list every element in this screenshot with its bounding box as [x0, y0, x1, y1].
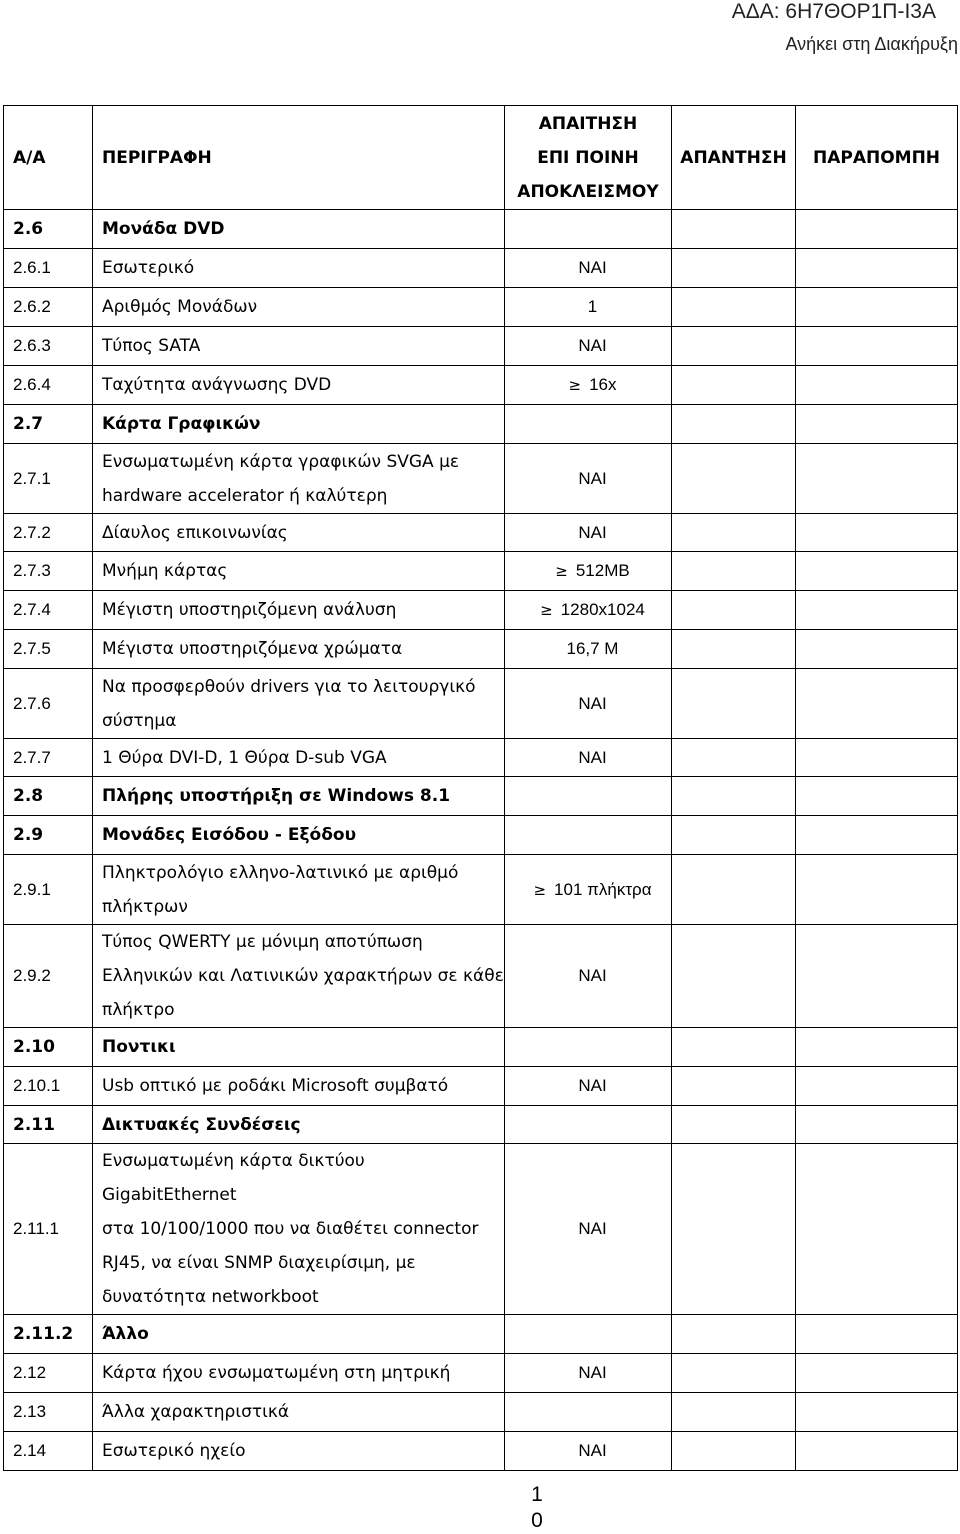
row-description: Τύπος SATA [93, 327, 505, 366]
row-reference [796, 552, 958, 591]
row-number: 2.10 [4, 1028, 93, 1067]
requirement-value: 512MB [575, 561, 630, 580]
greater-equal-symbol: ≥ [540, 601, 553, 619]
description-line: Να προσφερθούν drivers για το λειτουργικό [102, 676, 476, 697]
row-reference [796, 210, 958, 249]
requirement-value: 101 πλήκτρα [554, 879, 652, 899]
row-requirement [505, 1028, 672, 1067]
row-reference [796, 444, 958, 514]
row-reference [796, 925, 958, 1028]
row-requirement: ΝΑΙ [505, 739, 672, 777]
table-row [4, 1315, 958, 1354]
row-requirement: ΝΑΙ [505, 669, 672, 739]
row-number: 2.7 [4, 405, 93, 444]
description-line: πλήκτρων [102, 896, 188, 917]
document-id: ΑΔΑ: 6Η7ΘΟΡ1Π-Ι3Α [731, 0, 936, 23]
row-number: 2.6.4 [4, 366, 93, 405]
table-row [4, 514, 958, 552]
row-requirement: ΝΑΙ [505, 444, 672, 514]
row-reference [796, 327, 958, 366]
row-number: 2.7.3 [4, 552, 93, 591]
row-reference [796, 1315, 958, 1354]
row-description: Μνήμη κάρτας [93, 552, 505, 591]
row-reference [796, 288, 958, 327]
greater-equal-symbol: ≥ [568, 376, 582, 394]
description-line: σύστημα [102, 710, 177, 731]
row-number: 2.6.3 [4, 327, 93, 366]
table-row [4, 591, 958, 630]
row-number: 2.7.7 [4, 739, 93, 777]
row-number: 2.9.1 [4, 855, 93, 925]
row-number: 2.14 [4, 1432, 93, 1471]
table-row [4, 366, 958, 405]
row-requirement: ΝΑΙ [505, 1067, 672, 1106]
row-description [93, 444, 505, 514]
description-line: RJ45, να είναι SNMP διαχειρίσιμη, με [102, 1253, 416, 1273]
row-answer [672, 591, 796, 630]
table-row [4, 210, 958, 249]
description-line: Ενσωματωμένη κάρτα δικτύου GigabitEthernet [102, 1151, 365, 1205]
row-requirement [505, 591, 672, 630]
column-header-aa: Α/Α [4, 106, 93, 210]
row-description: Δικτυακές Συνδέσεις [93, 1106, 505, 1144]
row-answer [672, 1067, 796, 1106]
document-subtitle: Ανήκει στη Διακήρυξη [785, 34, 958, 54]
row-answer [672, 855, 796, 925]
row-answer [672, 669, 796, 739]
table-row [4, 1354, 958, 1393]
row-reference [796, 816, 958, 855]
row-description: Εσωτερικό ηχείο [93, 1432, 505, 1471]
requirement-header-line-2: ΕΠΙ ΠΟΙΝΗ [537, 147, 639, 168]
row-description: Αριθμός Μονάδων [93, 288, 505, 327]
row-answer [672, 288, 796, 327]
row-answer [672, 1144, 796, 1315]
requirement-header-line-3: ΑΠΟΚΛΕΙΣΜΟΥ [517, 181, 659, 202]
row-number: 2.10.1 [4, 1067, 93, 1106]
row-requirement [505, 855, 672, 925]
row-answer [672, 1354, 796, 1393]
row-reference [796, 669, 958, 739]
row-description [93, 855, 505, 925]
requirement-value: 1280x1024 [560, 600, 645, 619]
row-description: Μονάδες Εισόδου - Εξόδου [93, 816, 505, 855]
description-line: Ελληνικών και Λατινικών χαρακτήρων σε κάθε [102, 966, 504, 986]
row-reference [796, 366, 958, 405]
table-row [4, 1393, 958, 1432]
row-number: 2.13 [4, 1393, 93, 1432]
table-row [4, 1067, 958, 1106]
row-reference [796, 1106, 958, 1144]
row-reference [796, 777, 958, 816]
row-description: Ταχύτητα ανάγνωσης DVD [93, 366, 505, 405]
row-reference [796, 630, 958, 669]
table-row [4, 855, 958, 925]
page-number [530, 1482, 544, 1534]
row-requirement: ΝΑΙ [505, 1144, 672, 1315]
row-number: 2.6 [4, 210, 93, 249]
table-row [4, 816, 958, 855]
requirement-header-line-1: ΑΠΑΙΤΗΣΗ [538, 113, 638, 134]
table-row [4, 739, 958, 777]
row-number: 2.7.6 [4, 669, 93, 739]
row-answer [672, 405, 796, 444]
row-requirement: ΝΑΙ [505, 249, 672, 288]
description-line: Πληκτρολόγιο ελληνο-λατινικό με αριθμό [102, 862, 459, 883]
row-requirement [505, 1393, 672, 1432]
row-description: Κάρτα ήχου ενσωματωμένη στη μητρική [93, 1354, 505, 1393]
column-header-reference: ΠΑΡΑΠΟΜΠΗ [796, 106, 958, 210]
row-answer [672, 249, 796, 288]
row-answer [672, 444, 796, 514]
row-requirement: ΝΑΙ [505, 514, 672, 552]
column-header-requirement [505, 106, 672, 210]
row-reference [796, 591, 958, 630]
row-requirement: 1 [505, 288, 672, 327]
row-answer [672, 1393, 796, 1432]
row-number: 2.9.2 [4, 925, 93, 1028]
row-requirement [505, 816, 672, 855]
description-line: πλήκτρο [102, 1000, 175, 1020]
specifications-table [3, 105, 958, 1471]
row-description: Usb οπτικό με ροδάκι Microsoft συμβατό [93, 1067, 505, 1106]
description-line: στα 10/100/1000 που να διαθέτει connector [102, 1219, 479, 1239]
row-reference [796, 1354, 958, 1393]
row-answer [672, 1432, 796, 1471]
table-row [4, 1028, 958, 1067]
row-reference [796, 1393, 958, 1432]
description-line: hardware accelerator ή καλύτερη [102, 485, 388, 506]
row-reference [796, 405, 958, 444]
row-number: 2.6.2 [4, 288, 93, 327]
row-description: Μέγιστη υποστηριζόμενη ανάλυση [93, 591, 505, 630]
row-requirement: ΝΑΙ [505, 327, 672, 366]
row-description [93, 925, 505, 1028]
table-row [4, 1432, 958, 1471]
row-answer [672, 739, 796, 777]
row-number: 2.8 [4, 777, 93, 816]
row-requirement [505, 1315, 672, 1354]
table-row [4, 669, 958, 739]
row-requirement [505, 210, 672, 249]
description-line: δυνατότητα networkboot [102, 1287, 319, 1307]
column-header-answer: ΑΠΑΝΤΗΣΗ [672, 106, 796, 210]
row-answer [672, 1106, 796, 1144]
row-requirement [505, 366, 672, 405]
row-description: Άλλο [93, 1315, 505, 1354]
row-description: Κάρτα Γραφικών [93, 405, 505, 444]
table-row [4, 327, 958, 366]
row-answer [672, 816, 796, 855]
row-answer [672, 630, 796, 669]
row-number: 2.11.2 [4, 1315, 93, 1354]
row-requirement [505, 405, 672, 444]
row-requirement: ΝΑΙ [505, 1354, 672, 1393]
row-reference [796, 855, 958, 925]
row-reference [796, 1028, 958, 1067]
row-answer [672, 1315, 796, 1354]
row-answer [672, 925, 796, 1028]
row-number: 2.7.1 [4, 444, 93, 514]
table-row [4, 249, 958, 288]
row-requirement: ΝΑΙ [505, 925, 672, 1028]
row-answer [672, 552, 796, 591]
row-description: Πλήρης υποστήριξη σε Windows 8.1 [93, 777, 505, 816]
row-reference [796, 1144, 958, 1315]
row-requirement [505, 777, 672, 816]
row-answer [672, 327, 796, 366]
row-reference [796, 249, 958, 288]
row-description: Δίαυλος επικοινωνίας [93, 514, 505, 552]
row-answer [672, 514, 796, 552]
row-reference [796, 514, 958, 552]
column-header-description: ΠΕΡΙΓΡΑΦΗ [93, 106, 505, 210]
table-row [4, 777, 958, 816]
row-answer [672, 1028, 796, 1067]
description-line: Ενσωματωμένη κάρτα γραφικών SVGA με [102, 451, 460, 472]
row-description: 1 Θύρα DVI-D, 1 Θύρα D-sub VGA [93, 739, 505, 777]
row-answer [672, 366, 796, 405]
table-row [4, 1144, 958, 1315]
row-number: 2.9 [4, 816, 93, 855]
row-description: Μονάδα DVD [93, 210, 505, 249]
row-description [93, 669, 505, 739]
row-requirement [505, 1106, 672, 1144]
table-row [4, 925, 958, 1028]
table-header-row [4, 106, 958, 210]
row-description [93, 1144, 505, 1315]
requirement-value: 16x [589, 375, 617, 394]
row-requirement [505, 552, 672, 591]
row-reference [796, 1067, 958, 1106]
row-number: 2.6.1 [4, 249, 93, 288]
row-reference [796, 739, 958, 777]
row-number: 2.11.1 [4, 1144, 93, 1315]
row-number: 2.7.4 [4, 591, 93, 630]
table-row [4, 552, 958, 591]
row-description: Ποντικι [93, 1028, 505, 1067]
row-description: Εσωτερικό [93, 249, 505, 288]
row-reference [796, 1432, 958, 1471]
greater-equal-symbol: ≥ [555, 562, 568, 580]
row-requirement: 16,7 M [505, 630, 672, 669]
row-description: Άλλα χαρακτηριστικά [93, 1393, 505, 1432]
row-answer [672, 777, 796, 816]
table-row [4, 444, 958, 514]
row-answer [672, 210, 796, 249]
greater-equal-symbol: ≥ [533, 880, 547, 899]
table-row [4, 288, 958, 327]
table-row [4, 630, 958, 669]
page-number-digit-1: 1 [531, 1483, 543, 1506]
row-description: Μέγιστα υποστηριζόμενα χρώματα [93, 630, 505, 669]
row-number: 2.11 [4, 1106, 93, 1144]
row-number: 2.7.5 [4, 630, 93, 669]
description-line: Τύπος QWERTY με μόνιμη αποτύπωση [102, 932, 423, 952]
row-number: 2.7.2 [4, 514, 93, 552]
row-number: 2.12 [4, 1354, 93, 1393]
table-row [4, 405, 958, 444]
row-requirement: ΝΑΙ [505, 1432, 672, 1471]
table-row [4, 1106, 958, 1144]
page-number-digit-2: 0 [531, 1509, 543, 1532]
